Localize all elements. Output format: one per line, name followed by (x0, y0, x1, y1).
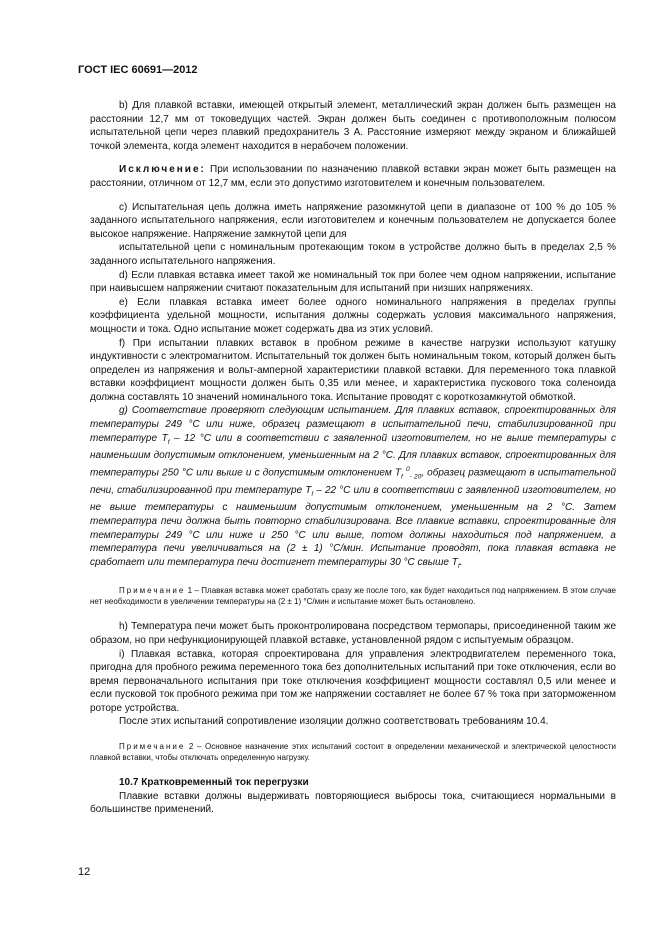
document-header: ГОСТ IEC 60691—2012 (78, 64, 198, 76)
section-title: 10.7 Кратковременный ток перегрузки (119, 777, 309, 789)
note-1-text: 1 – Плавкая вставка может сработать сразу же после того, как будет находиться под напряжением. В этом случае нет необходимости в увеличении температуры на (2 ± 1) °С/мин и испытание может быть остановлено. (90, 586, 616, 606)
g-text-1: g) Соответствие проверяют следующим испытанием. Для плавких вставок, спроектированных для температуры 249 °С или ниже, образец размещают в испытательной печи, стабилизированной при температуре T (90, 405, 616, 444)
paragraph-h: h) Температура печи может быть проконтролирована посредством термопары, присоединенной таким же образом, но при нефункционирующей плавкой вставке, установленной рядом с испытуемым образцом. (90, 621, 616, 646)
exception-paragraph (90, 163, 616, 190)
paragraph-c-part1: c) Испытательная цепь должна иметь напряжение разомкнутой цепи в диапазоне от 100 % до 105 % заданного испытательного напряжения, если изготовителем и конечным пользователем не допускается более высокое напряжение. Напряжение замкнутой цепи для (90, 201, 616, 240)
paragraph-d: d) Если плавкая вставка имеет такой же номинальный ток при более чем одном напряжении, испытание при наивысшем напряжении считают показательным для испытаний при низших напряжениях. (90, 269, 616, 295)
g-text-5: . (459, 556, 463, 568)
exception-text: При использовании по назначению плавкой вставки экран может быть размещен на расстоянии, отличном от 12,7 мм, если это допустимо изготовителем и конечным пользователем. (90, 164, 616, 189)
exception-label: Исключение: (119, 164, 206, 176)
g-tolerance-lower: - 20 (409, 473, 422, 481)
paragraph-i: i) Плавкая вставка, которая спроектирована для управления электродвигателем переменного тока, пригодна для пробного режима переменного тока без дополнительных испытаний при токе отключения, если во время первоначального испытания при токе отключения коэффициент мощности составлял 0,5 или менее и если пусковой ток пробного режима при том же напряжении составляет не более 67 % тока при заторможенном роторе устройства. (90, 648, 616, 714)
note-2-text: 2 – Основное назначение этих испытаний состоит в определении механической и электрической целостности плавкой вставки, чтобы отключать определенную нагрузку. (90, 742, 616, 762)
g-sub-3: f (311, 490, 314, 498)
note-2 (90, 742, 616, 763)
paragraph-after-tests: После этих испытаний сопротивление изоляции должно соответствовать требованиям 10.4. (119, 716, 549, 728)
g-sub-2: f (401, 473, 403, 481)
g-sub-4: f (457, 562, 460, 570)
note-1 (90, 586, 616, 607)
paragraph-f: f) При испытании плавких вставок в пробном режиме в качестве нагрузки используют катушку индуктивности с электромагнитом. Испытательный ток должен быть номинальным током, который должен быть определен из напряжения и вольт-амперной характеристики плавкой вставки. Для переменного тока плавкой вставки коэффициент мощности должен быть 0,35 или менее, и характеристика пускового тока соленоида должна составлять 10 значений номинального тока. Испытание проводят с короткозамкнутой обмоткой. (90, 337, 616, 403)
note-2-label: Примечание (119, 742, 186, 752)
page-body (90, 99, 616, 817)
g-tolerance-upper: 0 (406, 465, 410, 473)
paragraph-b: b) Для плавкой вставки, имеющей открытый элемент, металлический экран должен быть размещен на расстоянии 12,7 мм от токоведущих частей. Экран должен быть соединен с противоположным полюсом испытательной цепи через плавкий предохранитель 3 А. Расстояние измеряют между экраном и ближайшей точкой элемента, когда элемент находится в нерабочем положении. (90, 100, 616, 152)
note-1-label: Примечание (119, 586, 186, 596)
paragraph-e: e) Если плавкая вставка имеет более одного номинального напряжения в пределах группы коэффициента удельной мощности, испытания должны содержать условия максимального напряжения, мощности и тока. Одно испытание может содержать два из этих условий. (90, 296, 616, 335)
g-text-2: – 12 °С или в соответствии с заявленной изготовителем, но не выше температуры с наименьшим допустимым отклонением, уменьшенным на 2 °С. Для плавких вставок, спроектированных для температуры 250 °С или выше и с допустимым отклонением T (90, 432, 616, 479)
g-sub-1: f (167, 438, 170, 446)
g-text-4: – 22 °С или в соответствии с заявленной изготовителем, но не выше температуры с наименьшим допустимым отклонением, уменьшенным на 2 °С. Затем температура печи должна быть повторно стабилизирована. Все плавкие вставки, спроектированные для температуры 249 °С или ниже и 250 °С или выше, потом должны находиться под напряжением, а температура печи увеличиваться на (2 ± 1) °С/мин. Испытание проводят, пока плавкая вставка не сработает или температура печи достигнет температуры 30 °С свыше T (90, 484, 616, 568)
g-text-3: , образец размещают в испытательной печи, стабилизированной при температуре T (90, 467, 617, 496)
paragraph-c-part2: испытательной цепи с номинальным протекающим током в устройстве должно быть в пределах 2,5 % заданного испытательного напряжения. (90, 242, 616, 267)
page-number: 12 (78, 866, 91, 878)
paragraph-g (90, 404, 616, 573)
section-text: Плавкие вставки должны выдерживать повторяющиеся выбросы тока, считающиеся нормальными в большинстве применений. (90, 790, 616, 816)
